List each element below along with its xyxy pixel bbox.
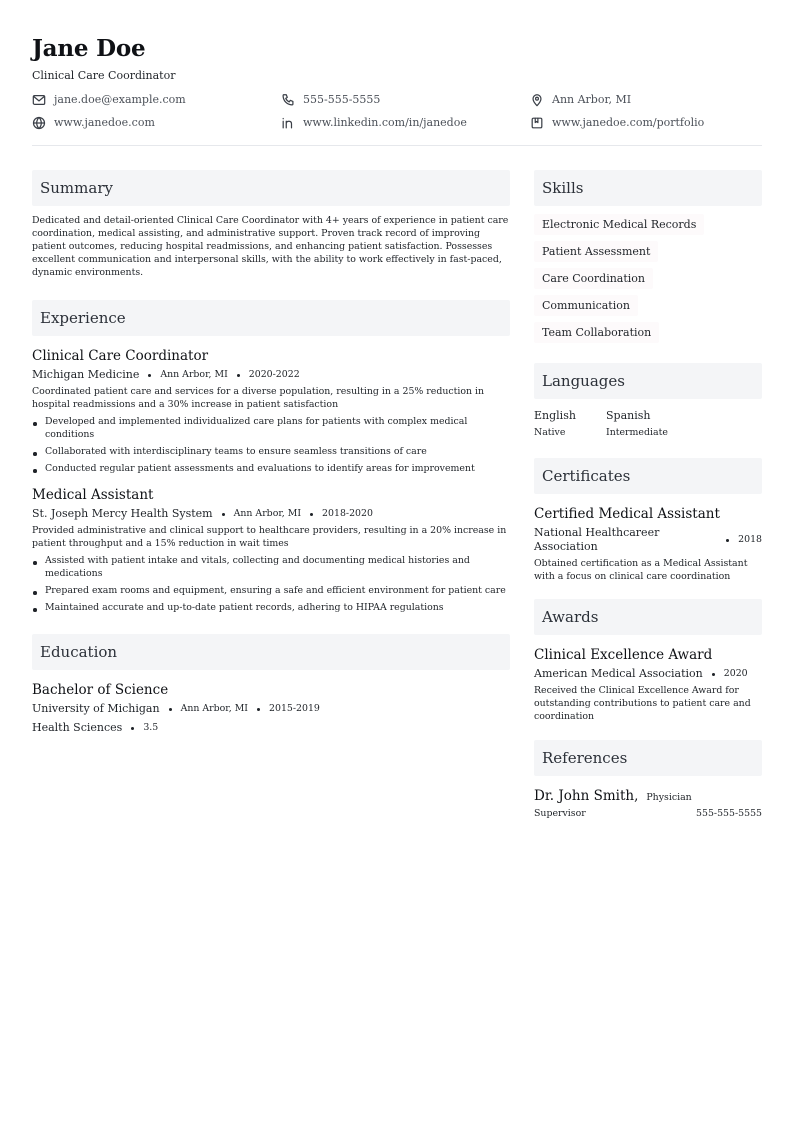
contact-website[interactable]	[32, 115, 281, 130]
phone-icon	[281, 93, 295, 107]
list-item: Maintained accurate and up-to-date patient records, adhering to HIPAA regulations	[32, 601, 510, 614]
certificates-section	[534, 458, 762, 583]
separator-dot	[169, 708, 172, 711]
separator-dot	[257, 708, 260, 711]
separator-dot	[310, 513, 313, 516]
left-column	[32, 170, 510, 820]
candidate-name: Jane Doe	[32, 35, 146, 62]
awards-section	[534, 599, 762, 723]
languages-section	[534, 363, 762, 439]
linkedin-icon	[281, 116, 295, 130]
gpa: 3.5	[143, 722, 159, 733]
map-pin-icon	[530, 93, 544, 107]
mail-icon	[32, 93, 46, 107]
employer: Michigan Medicine	[32, 368, 140, 381]
education-dates: 2015-2019	[269, 703, 320, 714]
candidate-title: Clinical Care Coordinator	[32, 69, 176, 82]
bookmark-icon	[530, 116, 544, 130]
job-dates: 2018-2020	[322, 508, 373, 519]
certificate-title: Certified Medical Assistant	[534, 506, 720, 522]
skills-section	[534, 170, 762, 343]
linkedin-text: www.linkedin.com/in/janedoe	[303, 116, 467, 129]
language-level: Native	[534, 427, 566, 438]
reference-phone: 555-555-5555	[696, 808, 762, 819]
job-title: Medical Assistant	[32, 487, 154, 503]
award-description: Received the Clinical Excellence Award for outstanding contributions to patient care and coordination	[534, 685, 751, 722]
section-heading: Skills	[534, 170, 762, 206]
language-name: Spanish	[606, 409, 651, 422]
section-heading: Languages	[534, 363, 762, 399]
language-item	[606, 409, 678, 439]
separator-dot	[726, 539, 729, 542]
award-issuer: American Medical Association	[534, 667, 703, 680]
reference-name: Dr. John Smith,	[534, 788, 639, 804]
references-section	[534, 740, 762, 820]
separator-dot	[712, 673, 715, 676]
header-divider	[32, 145, 762, 146]
contact-linkedin[interactable]	[281, 115, 530, 130]
award-year: 2020	[723, 668, 748, 679]
award-meta	[534, 667, 762, 681]
section-heading: Summary	[32, 170, 510, 206]
section-heading: References	[534, 740, 762, 776]
skill-tag: Electronic Medical Records	[534, 214, 704, 235]
certificate-description: Obtained certification as a Medical Assistant with a focus on clinical care coordination	[534, 558, 748, 582]
section-heading: Education	[32, 634, 510, 670]
contact-grid	[32, 92, 762, 130]
summary-section	[32, 170, 510, 279]
job-bullets	[32, 415, 510, 475]
section-heading: Experience	[32, 300, 510, 336]
portfolio-text: www.janedoe.com/portfolio	[552, 116, 705, 129]
globe-icon	[32, 116, 46, 130]
school-location: Ann Arbor, MI	[180, 703, 249, 714]
list-item: Developed and implemented individualized care plans for patients with complex medical conditions	[32, 415, 510, 441]
languages-list	[534, 409, 762, 439]
separator-dot	[148, 374, 151, 377]
job-description: Coordinated patient care and services for a diverse population, resulting in a 25% reduction in hospital readmissions and a 30% increase in patient satisfaction	[32, 386, 485, 410]
education-field-row	[32, 721, 510, 735]
language-item	[534, 409, 606, 439]
job-description: Provided administrative and clinical support to healthcare providers, resulting in a 20% increase in patient throughput and a 15% reduction in wait times	[32, 525, 507, 549]
experience-section	[32, 300, 510, 614]
job-bullets	[32, 554, 510, 614]
location-text: Ann Arbor, MI	[552, 93, 632, 106]
email-text: jane.doe@example.com	[54, 93, 186, 106]
right-column	[534, 170, 762, 820]
contact-location	[530, 92, 762, 107]
reference-row	[534, 787, 762, 805]
list-item: Conducted regular patient assessments and evaluations to identify areas for improvement	[32, 462, 510, 475]
field-of-study: Health Sciences	[32, 721, 123, 734]
section-heading: Awards	[534, 599, 762, 635]
separator-dot	[237, 374, 240, 377]
job-location: Ann Arbor, MI	[233, 508, 302, 519]
contact-email[interactable]	[32, 92, 281, 107]
school: University of Michigan	[32, 702, 160, 715]
award-title: Clinical Excellence Award	[534, 647, 713, 663]
experience-item	[32, 347, 510, 475]
list-item: Collaborated with interdisciplinary teams to ensure seamless transitions of care	[32, 445, 510, 458]
list-item: Assisted with patient intake and vitals, collecting and documenting medical histories and medications	[32, 554, 510, 580]
job-location: Ann Arbor, MI	[160, 369, 228, 380]
reference-relation: Supervisor	[534, 808, 586, 819]
list-item: Prepared exam rooms and equipment, ensuring a safe and efficient environment for patient care	[32, 584, 510, 597]
certificate-meta	[534, 526, 762, 554]
separator-dot	[131, 727, 134, 730]
skills-list	[534, 214, 762, 343]
job-dates: 2020-2022	[248, 369, 300, 380]
reference-position: Physician	[646, 792, 692, 803]
two-column-body	[32, 170, 762, 820]
contact-portfolio[interactable]	[530, 115, 762, 130]
skill-tag: Care Coordination	[534, 268, 653, 289]
separator-dot	[222, 513, 225, 516]
skill-tag: Team Collaboration	[534, 322, 659, 343]
contact-phone[interactable]	[281, 92, 530, 107]
certificate-year: 2018	[738, 534, 762, 545]
education-section	[32, 634, 510, 735]
language-level: Intermediate	[606, 427, 668, 438]
resume-header	[32, 34, 762, 146]
language-name: English	[534, 409, 576, 422]
summary-text: Dedicated and detail-oriented Clinical Care Coordinator with 4+ years of experience in patient care coordination, medical assisting, and administrative support. Proven track record of improving patient outcomes, reducing hospital readmissions, and enhancing patient satisfaction. Possesses excellent communication and interpersonal skills, with the ability to work effectively in fast-paced, dynamic environments.	[32, 215, 509, 278]
website-text: www.janedoe.com	[54, 116, 155, 129]
skill-tag: Communication	[534, 295, 638, 316]
job-title: Clinical Care Coordinator	[32, 348, 209, 364]
phone-text: 555-555-5555	[303, 93, 381, 106]
employer: St. Joseph Mercy Health System	[32, 507, 213, 520]
section-heading: Certificates	[534, 458, 762, 494]
reference-details	[534, 807, 762, 820]
education-meta	[32, 702, 510, 716]
certificate-issuer: National Healthcareer Association	[534, 526, 660, 553]
skill-tag: Patient Assessment	[534, 241, 658, 262]
job-meta	[32, 368, 510, 382]
degree: Bachelor of Science	[32, 682, 169, 698]
job-meta	[32, 507, 510, 521]
experience-item	[32, 486, 510, 614]
